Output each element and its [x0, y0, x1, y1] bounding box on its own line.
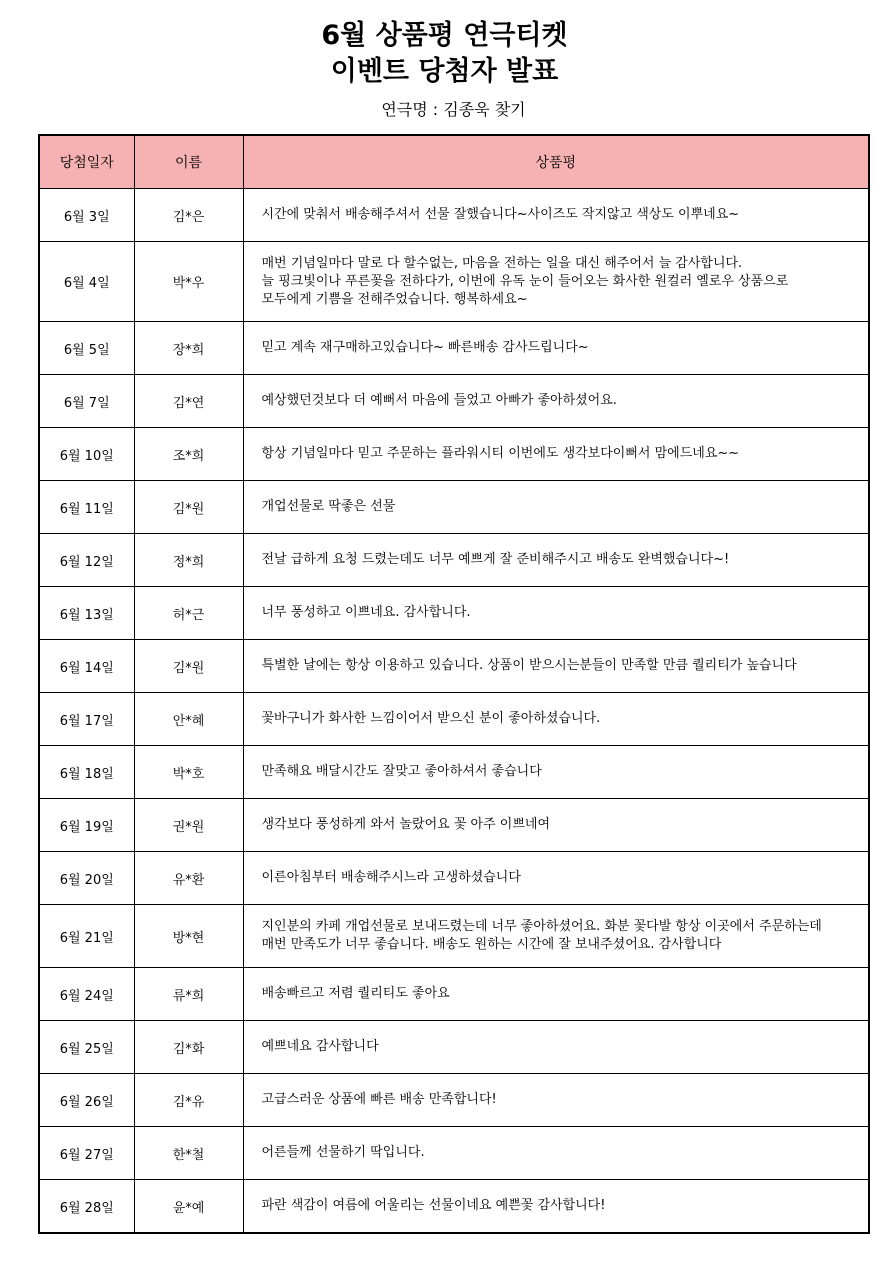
winner-name: 안*혜	[134, 693, 243, 746]
winner-date: 6월 28일	[39, 1180, 134, 1234]
winner-date: 6월 21일	[39, 905, 134, 968]
table-row	[39, 905, 869, 968]
winner-date: 6월 17일	[39, 693, 134, 746]
review-text: 시간에 맞춰서 배송해주셔서 선물 잘했습니다~사이즈도 작지않고 색상도 이뿌네요~	[243, 189, 869, 242]
review-text: 매번 기념일마다 말로 다 할수없는, 마음을 전하는 일을 대신 해주어서 늘 감사합니다. 늘 핑크빛이나 푸른꽃을 전하다가, 이번에 유독 눈이 들어오는 화사한 원컬러 옐로우 상품으로 모두에게 기쁨을 전해주었습니다. 행복하세요~	[243, 242, 869, 322]
review-text: 개업선물로 딱좋은 선물	[243, 481, 869, 534]
review-text: 꽃바구니가 화사한 느낌이어서 받으신 분이 좋아하셨습니다.	[243, 693, 869, 746]
winner-date: 6월 19일	[39, 799, 134, 852]
winner-name: 한*철	[134, 1127, 243, 1180]
table-header-row	[39, 135, 869, 189]
winner-date: 6월 10일	[39, 428, 134, 481]
winner-date: 6월 14일	[39, 640, 134, 693]
winner-date: 6월 13일	[39, 587, 134, 640]
review-text: 특별한 날에는 항상 이용하고 있습니다. 상품이 받으시는분들이 만족할 만큼 퀄리티가 높습니다	[243, 640, 869, 693]
winner-date: 6월 5일	[39, 322, 134, 375]
review-text: 고급스러운 상품에 빠른 배송 만족합니다!	[243, 1074, 869, 1127]
winners-table	[38, 134, 870, 1234]
winner-name: 정*희	[134, 534, 243, 587]
winner-name: 허*근	[134, 587, 243, 640]
review-text: 전날 급하게 요청 드렸는데도 너무 예쁘게 잘 준비해주시고 배송도 완벽했습니다~!	[243, 534, 869, 587]
table-row	[39, 1127, 869, 1180]
page-title-line-2: 이벤트 당첨자 발표	[330, 56, 559, 87]
winner-name: 권*원	[134, 799, 243, 852]
review-text: 어른들께 선물하기 딱입니다.	[243, 1127, 869, 1180]
winner-date: 6월 4일	[39, 242, 134, 322]
table-row	[39, 1074, 869, 1127]
winner-date: 6월 12일	[39, 534, 134, 587]
winner-name: 류*희	[134, 968, 243, 1021]
review-text: 배송빠르고 저렴 퀄리티도 좋아요	[243, 968, 869, 1021]
column-header-date: 당첨일자	[39, 135, 134, 189]
winner-name: 조*희	[134, 428, 243, 481]
table-row	[39, 852, 869, 905]
table-row	[39, 242, 869, 322]
table-row	[39, 189, 869, 242]
table-row	[39, 322, 869, 375]
table-row	[39, 746, 869, 799]
table-row	[39, 428, 869, 481]
table-row	[39, 534, 869, 587]
play-name-subtitle: 연극명 : 김종욱 찾기	[381, 100, 526, 119]
winner-name: 김*원	[134, 481, 243, 534]
winner-name: 김*연	[134, 375, 243, 428]
winner-name: 박*호	[134, 746, 243, 799]
winner-date: 6월 7일	[39, 375, 134, 428]
winner-date: 6월 24일	[39, 968, 134, 1021]
table-row	[39, 481, 869, 534]
winner-date: 6월 27일	[39, 1127, 134, 1180]
winner-name: 김*은	[134, 189, 243, 242]
review-text: 파란 색감이 여름에 어울리는 선물이네요 예쁜꽃 감사합니다!	[243, 1180, 869, 1234]
winner-date: 6월 20일	[39, 852, 134, 905]
table-row	[39, 799, 869, 852]
winner-date: 6월 25일	[39, 1021, 134, 1074]
review-text: 예상했던것보다 더 예뻐서 마음에 들었고 아빠가 좋아하셨어요.	[243, 375, 869, 428]
review-text: 항상 기념일마다 믿고 주문하는 플라워시티 이번에도 생각보다이뻐서 맘에드네요~~	[243, 428, 869, 481]
table-row	[39, 587, 869, 640]
review-text: 생각보다 풍성하게 와서 놀랐어요 꽃 아주 이쁘네여	[243, 799, 869, 852]
winner-name: 윤*예	[134, 1180, 243, 1234]
table-row	[39, 1180, 869, 1234]
winner-date: 6월 3일	[39, 189, 134, 242]
review-text: 지인분의 카페 개업선물로 보내드렸는데 너무 좋아하셨어요. 화분 꽃다발 항상 이곳에서 주문하는데 매번 만족도가 너무 좋습니다. 배송도 원하는 시간에 잘 보내주셨어요. 감사합니다	[243, 905, 869, 968]
winner-name: 유*환	[134, 852, 243, 905]
review-text: 예쁘네요 감사합니다	[243, 1021, 869, 1074]
review-text: 만족해요 배달시간도 잘맞고 좋아하셔서 좋습니다	[243, 746, 869, 799]
review-text: 이른아침부터 배송해주시느라 고생하셨습니다	[243, 852, 869, 905]
table-row	[39, 375, 869, 428]
table-row	[39, 1021, 869, 1074]
column-header-name: 이름	[134, 135, 243, 189]
table-row	[39, 693, 869, 746]
page-title-line-1: 6월 상품평 연극티켓	[321, 20, 568, 51]
winner-name: 방*현	[134, 905, 243, 968]
winner-date: 6월 18일	[39, 746, 134, 799]
winner-date: 6월 26일	[39, 1074, 134, 1127]
table-row	[39, 640, 869, 693]
review-text: 너무 풍성하고 이쁘네요. 감사합니다.	[243, 587, 869, 640]
winner-name: 장*희	[134, 322, 243, 375]
winner-name: 김*화	[134, 1021, 243, 1074]
winner-name: 김*유	[134, 1074, 243, 1127]
column-header-review: 상품평	[243, 135, 869, 189]
review-text: 믿고 계속 재구매하고있습니다~ 빠른배송 감사드립니다~	[243, 322, 869, 375]
winner-name: 박*우	[134, 242, 243, 322]
winner-name: 김*원	[134, 640, 243, 693]
table-row	[39, 968, 869, 1021]
winner-date: 6월 11일	[39, 481, 134, 534]
